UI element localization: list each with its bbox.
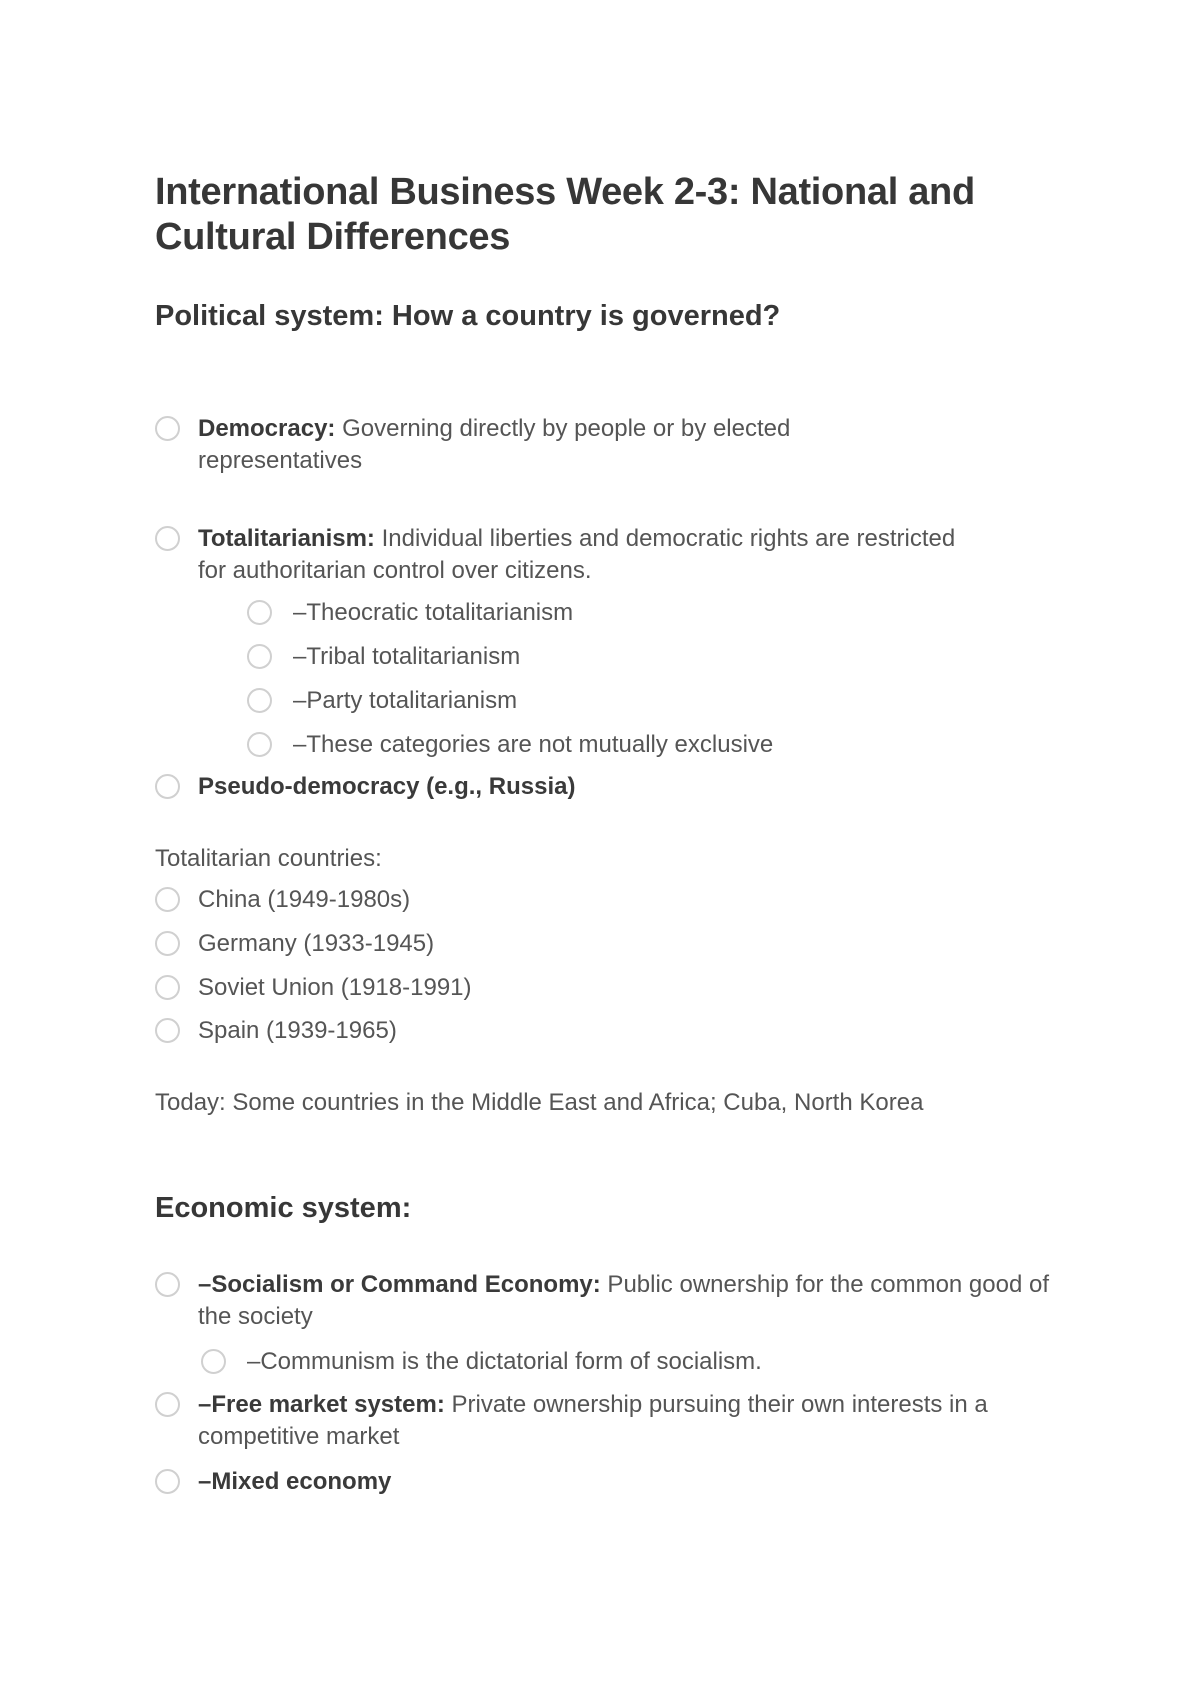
checkbox-circle-icon[interactable] [155,887,180,912]
country-item: Germany (1933-1945) [155,928,875,960]
country-item: Soviet Union (1918-1991) [155,972,875,1004]
checkbox-circle-icon[interactable] [155,416,180,441]
list-item-mixed-economy [155,1466,875,1498]
checkbox-circle-icon[interactable] [155,526,180,551]
list-item-text: Democracy: Governing directly by people or by elected representatives [198,415,791,474]
political-system-heading: Political system: How a country is governed? [155,300,781,332]
list-item-text: –Socialism or Command Economy: Public ownership for the common good of the society [198,1271,1050,1330]
checkbox-circle-icon[interactable] [155,931,180,956]
list-item-pseudo-democracy [155,771,875,803]
list-item-socialism [155,1269,1055,1333]
country-item: Spain (1939-1965) [155,1015,875,1047]
today-note: Today: Some countries in the Middle East and Africa; Cuba, North Korea [155,1089,924,1116]
list-item-text: Pseudo-democracy (e.g., Russia) [198,773,576,800]
checkbox-circle-icon[interactable] [247,644,272,669]
totalitarian-countries-label: Totalitarian countries: [155,845,382,872]
checkbox-circle-icon[interactable] [155,1392,180,1417]
page-title: International Business Week 2-3: National and Cultural Differences [155,171,975,258]
list-item-text: –Free market system: Private ownership pursuing their own interests in a competitive market [198,1391,988,1450]
sub-item-tribal: –Tribal totalitarianism [247,641,967,673]
sub-item-not-exclusive: –These categories are not mutually exclusive [247,729,967,761]
sub-item-party: –Party totalitarianism [247,685,967,717]
checkbox-circle-icon[interactable] [201,1349,226,1374]
list-item-totalitarianism [155,523,975,587]
checkbox-circle-icon[interactable] [155,774,180,799]
checkbox-circle-icon[interactable] [247,600,272,625]
list-item-free-market [155,1389,1055,1453]
list-item-democracy [155,413,875,477]
sub-item-communism: –Communism is the dictatorial form of socialism. [201,1346,981,1378]
checkbox-circle-icon[interactable] [155,1018,180,1043]
country-item: China (1949-1980s) [155,884,875,916]
economic-system-heading: Economic system: [155,1192,412,1224]
checkbox-circle-icon[interactable] [155,1469,180,1494]
list-item-text: Totalitarianism: Individual liberties and democratic rights are restricted for authoritarian control over citizens. [198,525,956,584]
list-item-text: –Mixed economy [198,1468,392,1495]
checkbox-circle-icon[interactable] [247,688,272,713]
checkbox-circle-icon[interactable] [247,732,272,757]
checkbox-circle-icon[interactable] [155,1272,180,1297]
checkbox-circle-icon[interactable] [155,975,180,1000]
sub-item-theocratic: –Theocratic totalitarianism [247,597,967,629]
